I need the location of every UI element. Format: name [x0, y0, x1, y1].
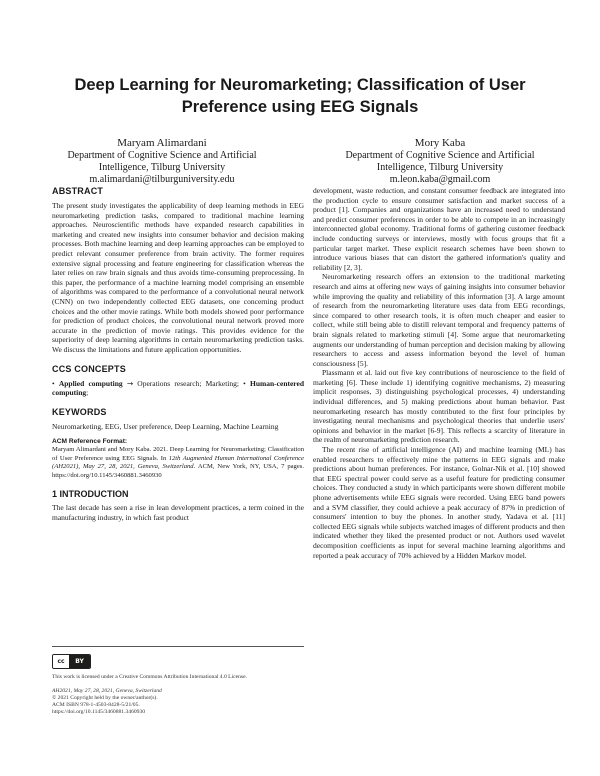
author-affiliation: Department of Cognitive Science and Artificial	[67, 150, 257, 161]
author-email: m.alimardani@tilburguniversity.edu	[89, 174, 235, 185]
reference-authors: Maryam Alimardani and Mory Kaba. 2021. Deep Learning for Neuromarketing; Classification of User Preference using EEG Signals. In	[52, 446, 304, 462]
right-column	[313, 186, 565, 560]
author-email: m.leon.kaba@gmail.com	[389, 174, 491, 185]
ccs-term: Human-centered computing	[52, 378, 305, 398]
reference-venue: 12th Augmented Human International Conference (AH2021), May 27, 28, 2021, Geneva, Switzerland.	[52, 454, 304, 471]
keywords-text: Neuromarketing, EEG, User preference, Deep Learning, Machine Learning	[52, 421, 279, 431]
doi-link[interactable]: https://doi.org/10.1145/3460881.3460930	[52, 709, 146, 716]
publication-info	[52, 688, 304, 717]
cc-icon: cc	[53, 655, 69, 668]
ccs-term: Applied computing	[58, 378, 123, 388]
body-paragraph: development, waste reduction, and constant consumer feedback are integrated into the production cycle to ensure consumer satisfaction and market success of a product [1]. Companies and organizations have an increased need to understand and predict consumer preferences in order to be able to compete in an increasingly interconnected global economy. Traditional forms of gathering customer feedback include conducting surveys or interviews, mostly with focus groups that fit a particular target market. These explicit research schemes have been shown to introduce various biases that can distort the gathered information's quality and reliability [2, 3].	[313, 186, 565, 272]
introduction-heading: 1 INTRODUCTION	[52, 488, 129, 499]
abstract-heading: ABSTRACT	[52, 186, 104, 196]
ccs-heading: CCS CONCEPTS	[52, 363, 126, 374]
author-affiliation: Department of Cognitive Science and Artificial	[345, 150, 535, 161]
by-icon: BY	[69, 655, 90, 668]
license-block	[52, 646, 304, 716]
ccs-concepts	[52, 379, 304, 398]
author-block-2	[310, 136, 570, 186]
left-column	[52, 186, 304, 522]
author-affiliation: Intelligence, Tilburg University	[98, 162, 226, 173]
license-text: This work is licensed under a Creative Commons Attribution International 4.0 License.	[52, 674, 247, 680]
paper-title: Deep Learning for Neuromarketing; Classification of User Preference using EEG Signals	[74, 76, 526, 116]
bullet: •	[52, 378, 55, 388]
ccs-subterm: ;	[86, 388, 89, 398]
isbn-line: ACM ISBN 978-1-4503-8428-5/21/05.	[52, 701, 140, 708]
author-affiliation: Intelligence, Tilburg University	[376, 162, 504, 173]
reference-format-text	[52, 446, 304, 480]
keywords-heading: KEYWORDS	[52, 406, 107, 417]
abstract-text: The present study investigates the applicability of deep learning methods in EEG neuromarketing prediction tasks, compared to traditional machine learning approaches. Neuroscientific methods have expanded research capabilities in marketing and created new insights into consumer behavior and decision making processes. Both machine learning and deep learning approaches can be employed to predict relevant consumer preference from brain activity. The former requires extensive signal processing and feature engineering for classification whereas the later relies on raw brain signals and thus avoids time-consuming preprocessing. In this paper, the performance of a machine learning model comprising an ensemble of algorithms was compared to the performance of a convolutional neural network (CNN) on two independently collected EEG datasets, one concerning product choices and the other movie ratings. While both models showed poor performance for prediction of product choices, the convolutional neural network proved more accurate in the prediction of movie ratings. This provides evidence for the superiority of deep learning algorithms in certain neuromarketing prediction tasks. We discuss the limitations and future application opportunities.	[52, 201, 304, 354]
author-name: Mory Kaba	[414, 137, 466, 149]
venue-line: AH2021, May 27, 28, 2021, Geneva, Switzerland	[52, 687, 162, 694]
copyright-line: © 2021 Copyright held by the owner/author(s).	[52, 694, 158, 701]
ccs-subterm: Operations research; Marketing;	[137, 378, 239, 388]
bullet: •	[243, 378, 246, 388]
body-paragraph: Plassmann et al. laid out five key contributions of neuroscience to the field of marketing [6]. These include 1) identifying cognitive mechanisms, 2) measuring implicit responses, 3) distinguishing psychological processes, 4) understanding individual differences, and 5) making predictions about human behavior. Past neuromarketing research has mostly contributed to the first four principles by investigating neural mechanisms and psychological theories that underlie users' opinions and behavior in the market [6-9]. This reflects a scarcity of literature in the realm of neuromarketing prediction research.	[313, 368, 565, 445]
body-paragraph: Neuromarketing research offers an extension to the traditional marketing research and aims at offering new ways of gaining insights into consumer behavior while improving the quality and reliability of this information [3]. A large amount of research from the neuromarketing literature uses data from EEG recordings, since compared to other research tools, it is often much cheaper and easier to collect, while still being able to distill relevant temporal and frequency patterns of brain signals related to marketing stimuli [4]. Some argue that neuromarketing augments our understanding of human perception and decision making by allowing researchers to access and assess information beyond the level of human consciousness [5].	[313, 272, 565, 368]
cc-by-license-badge	[52, 654, 91, 669]
body-paragraph: The recent rise of artificial intelligence (AI) and machine learning (ML) has enabled researchers to effectively mine the patterns in EEG signals and make predictions about human preferences. For instance, Golnar-Nik et al. [10] showed that EEG spectral power could serve as a useful feature for predicting consumer choices. They conducted a study in which participants were shown different mobile phone advertisements while EEG signals were recorded. Using EEG band powers and a SVM classifier, they could achieve a peak accuracy of 87% in prediction of consumers' intention to buy the phones. In another study, Yadava et al. [11] collected EEG signals while subjects watched images of different products and then indicated whether they liked the presented product or not. Authors used wavelet decomposition coefficients as input for several machine learning algorithms and reported a peak accuracy of 70% achieved by a Hidden Markov model.	[313, 445, 565, 560]
author-block-1	[32, 136, 292, 186]
arrow-icon: →	[126, 378, 134, 388]
introduction-text: The last decade has seen a rise in lean development practices, a term coined in the manufacturing industry, in which fast product	[52, 503, 304, 522]
reference-tail: ACM, New York, NY, USA, 7 pages. https://doi.org/10.1145/3460881.3460930	[52, 463, 304, 480]
author-name: Maryam Alimardani	[117, 137, 207, 149]
reference-format-heading: ACM Reference Format:	[52, 438, 128, 446]
